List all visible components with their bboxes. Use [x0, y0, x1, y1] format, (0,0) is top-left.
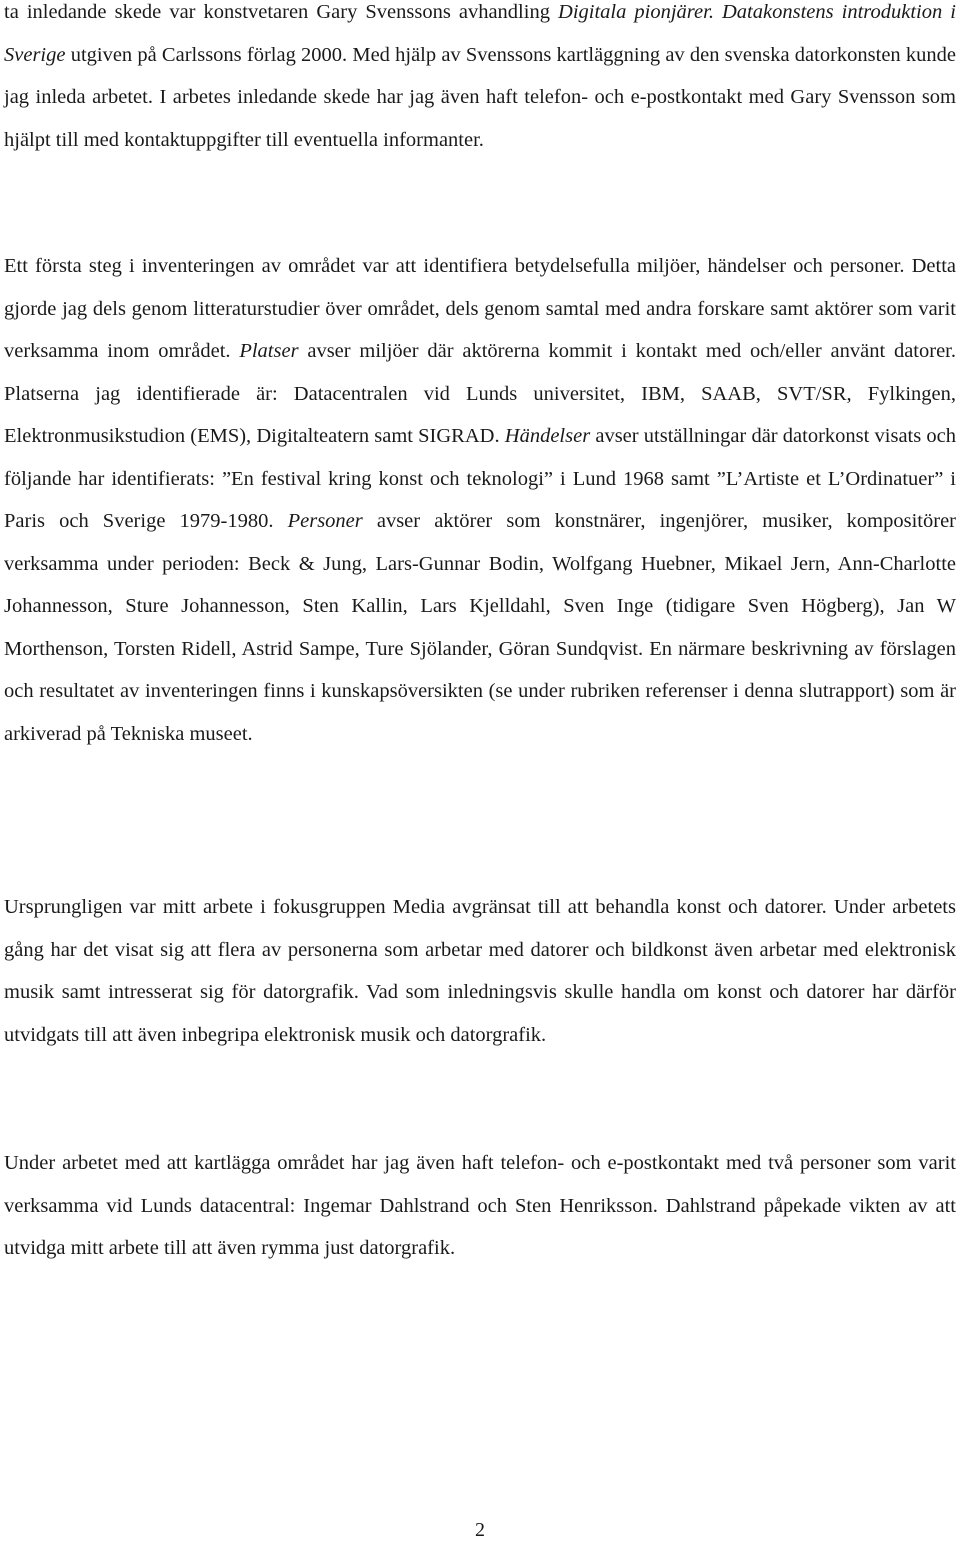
paragraph-4-text: Under arbetet med att kartlägga området har jag även haft telefon- och e-postkontakt med två personer som varit verksamma vid Lunds datacentral: Ingemar Dahlstrand och Sten Henriksson. Dahlstrand påpekade vikten av att utvidga mitt arbete till att även rymma just datorgrafik. [4, 1152, 956, 1259]
paragraph-3 [4, 886, 956, 1056]
paragraph-2-text-1: Ett första steg i inventeringen av området var att identifiera betydelsefulla miljöer, händelser och personer. Detta gjorde jag dels genom litteraturstudier över området, dels genom samtal med andra forskare samt aktörer som varit verksamma inom området. [4, 255, 956, 362]
paragraph-1 [4, 0, 956, 161]
book-title: Digitala pionjärer. Datakonstens introduktion i Sverige [4, 1, 956, 66]
term-handelser: Händelser [504, 425, 591, 447]
paragraph-2-text-3: avser utställningar där datorkonst visats och följande har identifierats: ”En festival kring konst och teknologi” i Lund 1968 samt ”L’Artiste et L’Ordinatuer” i Paris och Sverige 1979-1980. [4, 425, 956, 532]
paragraph-3-text: Ursprungligen var mitt arbete i fokusgruppen Media avgränsat till att behandla konst och datorer. Under arbetets gång har det visat sig att flera av personerna som arbetar med datorer och bildkonst även arbetar med elektronisk musik samt intresserat sig för datorgrafik. Vad som inledningsvis skulle handla om konst och datorer har därför utvidgats till att även inbegripa elektronisk musik och datorgrafik. [4, 896, 956, 1046]
paragraph-2 [4, 245, 956, 755]
page-number: 2 [475, 1519, 485, 1541]
paragraph-2-text-2: avser miljöer där aktörerna kommit i kontakt med och/eller använt datorer. Platserna jag identifierade är: Datacentralen vid Lunds universitet, IBM, SAAB, SVT/SR, Fylkingen, Elektronmusikstudion (EMS), Digitalteatern samt SIGRAD. [4, 340, 956, 447]
paragraph-1-text-1: ta inledande skede var konstvetaren Gary Svenssons avhandling [4, 1, 559, 23]
paragraph-4 [4, 1142, 956, 1270]
paragraph-1-text-2: utgiven på Carlssons förlag 2000. Med hjälp av Svenssons kartläggning av den svenska datorkonsten kunde jag inleda arbetet. I arbetes inledande skede har jag även haft telefon- och e-postkontakt med Gary Svensson som hjälpt till med kontaktuppgifter till eventuella informanter. [4, 43, 956, 151]
term-platser: Platser [239, 340, 299, 362]
paragraph-2-text-4: avser aktörer som konstnärer, ingenjörer, musiker, kompositörer verksamma under perioden: Beck & Jung, Lars-Gunnar Bodin, Wolfgang Huebner, Mikael Jern, Ann-Charlotte Johannesson, Sture Johannesson, Sten Kallin, Lars Kjelldahl, Sven Inge (tidigare Sven Högberg), Jan W Morthenson, Torsten Ridell, Astrid Sampe, Ture Sjölander, Göran Sundqvist. En närmare beskrivning av förslagen och resultatet av inventeringen finns i kunskapsöversikten (se under rubriken referenser i denna slutrapport) som är arkiverad på Tekniska museet. [4, 510, 956, 745]
term-personer: Personer [287, 510, 363, 532]
